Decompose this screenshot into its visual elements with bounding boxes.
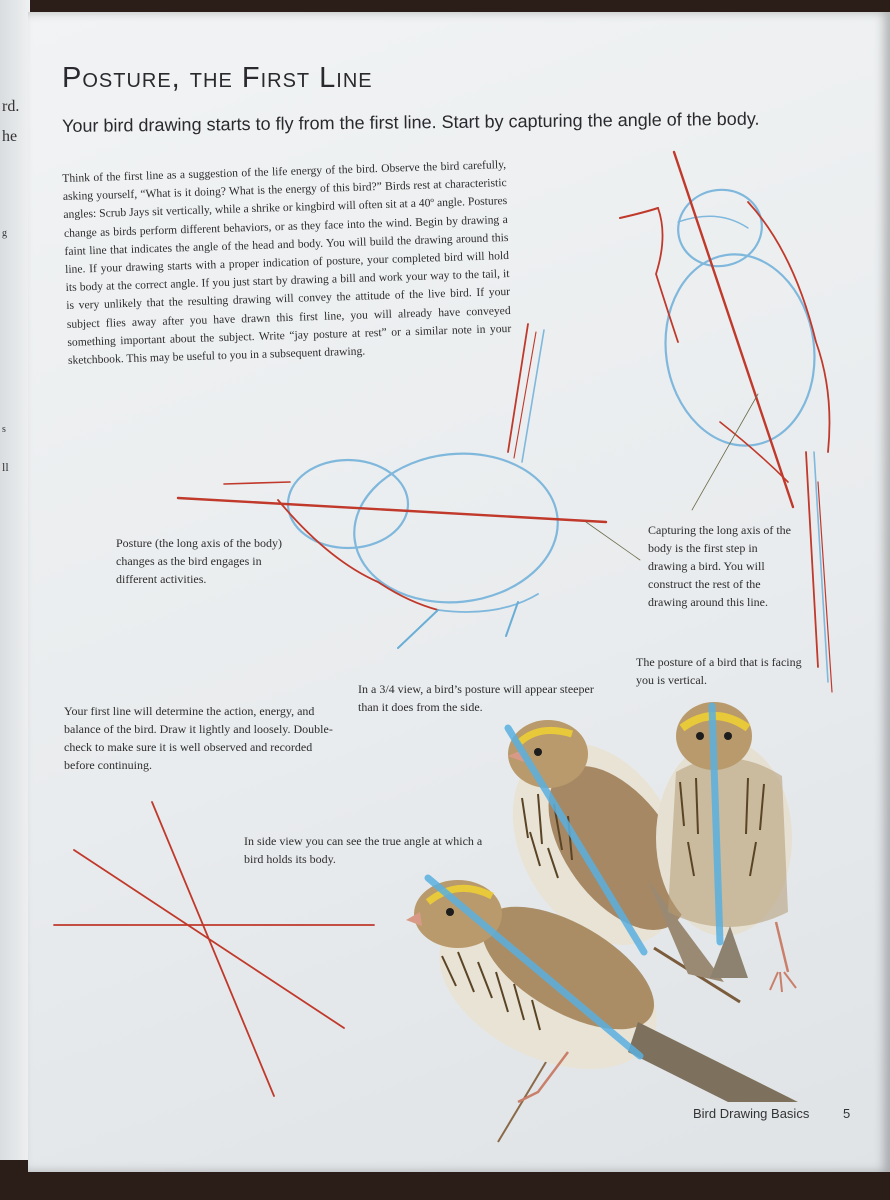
sparrow-facing [656,702,796,992]
page-title: Posture, the First Line [62,62,373,94]
left-page-text-fragment: rd. [2,98,20,115]
left-page-text-fragment: he [2,128,18,145]
caption-vertical-posture: The posture of a bird that is facing you is vertical. [636,655,802,687]
caption-long-axis: Capturing the long axis of the body is the first step in drawing a bird. You will construct the rest of the drawing around this line. [648,523,791,609]
side-bird-sketch [178,324,640,648]
caption-three-quarter-view: In a 3/4 view, a bird’s posture will appear steeper than it does from the side. [358,682,594,714]
caption-posture: Posture (the long axis of the body) changes as the bird engages in different activities. [116,536,282,586]
caption-side-view: In side view you can see the true angle at which a bird holds its body. [244,834,483,866]
left-page-edge [0,0,30,1160]
page-number: 5 [843,1106,851,1121]
perched-bird-sketch [620,152,832,692]
left-page-text-fragment: s [2,424,6,435]
left-page-text-fragment: g [2,228,7,239]
book-page [28,12,890,1172]
page-subtitle: Your bird drawing starts to fly from the first line. Start by capturing the angle of the body. [62,108,760,136]
left-page-text-fragment: ll [2,460,9,474]
body-paragraph: Think of the first line as a suggestion of the life energy of the bird. Observe the bird carefully, asking yourself, “What is it doing? What is the energy of this bird?” Birds rest at characteristic angles: Scrub Jays sit vertically, while a shrike or kingbird will often sit at a 40º angle. Postures change as birds perform different behaviors, or as they face into the wind. Begin by drawing a faint line that indicates the angle of the head and body. You will build the drawing around this line. If your drawing starts with a proper indication of posture, your completed bird will hold its body at the correct angle. If you just start by drawing a bill and work your way to the tail, it is very unlikely that the resulting drawing will convey the attitude of the live bird. If your subject flies away after you have drawn this first line, you will already have conveyed something important about the subject. Write “jay posture at rest” or a similar note in your sketchbook. This may be useful to you in a subsequent drawing. [62,158,512,367]
running-footer: Bird Drawing Basics [693,1106,810,1121]
caption-first-line: Your first line will determine the action, energy, and balance of the bird. Draw it lightly and loosely. Double-check to make sure it is well observed and recorded before continuing. [64,704,333,772]
